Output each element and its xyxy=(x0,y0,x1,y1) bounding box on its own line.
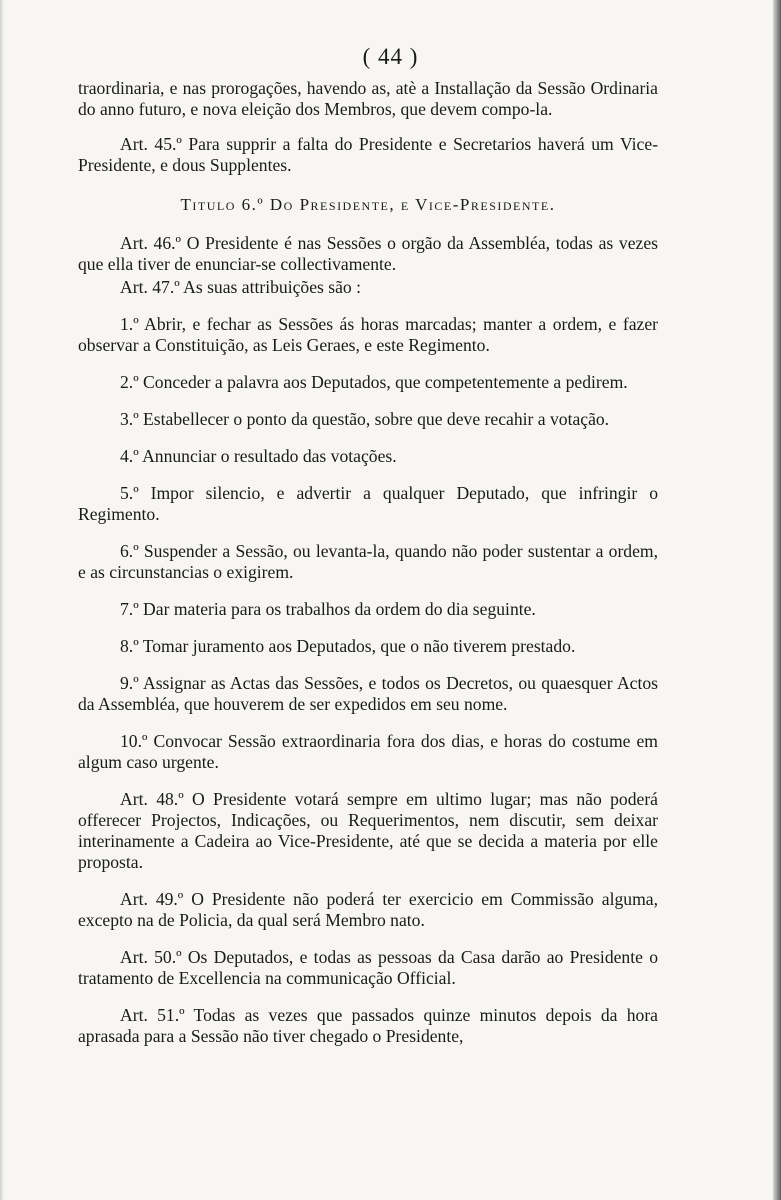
article-48: Art. 48.º O Presidente votará sempre em ultimo lugar; mas não poderá offerecer Projectos, Indicações, ou Requerimentos, nem discutir, sem deixar interinamente a Cadeira ao Vice-Presidente, até que se decida a materia por elle proposta. xyxy=(78,789,658,872)
list-item-7: 7.º Dar materia para os trabalhos da ordem do dia seguinte. xyxy=(120,599,536,619)
article-45: Art. 45.º Para supprir a falta do Presidente e Secretarios haverá um Vice-Presidente, e dous Supplentes. xyxy=(78,134,658,175)
list-item-3: 3.º Estabellecer o ponto da questão, sobre que deve recahir a votação. xyxy=(120,409,610,429)
section-title: Titulo 6.º Do Presidente, e Vice-Presidente. xyxy=(180,195,556,214)
list-item-2: 2.º Conceder a palavra aos Deputados, que competentemente a pedirem. xyxy=(120,372,628,392)
page-left-edge xyxy=(0,0,4,1200)
page-number: ( 44 ) xyxy=(362,44,419,69)
list-item-9: 9.º Assignar as Actas das Sessões, e todos os Decretos, ou quaesquer Actos da Assembléa, que houverem de ser expedidos em seu nome. xyxy=(78,673,658,714)
list-item-4: 4.º Annunciar o resultado das votações. xyxy=(120,446,397,466)
article-47: Art. 47.º As suas attribuições são : xyxy=(120,277,361,297)
list-item-8: 8.º Tomar juramento aos Deputados, que o não tiverem prestado. xyxy=(120,636,576,656)
document-body xyxy=(78,78,658,1047)
article-46: Art. 46.º O Presidente é nas Sessões o orgão da Assembléa, todas as vezes que ella tiver de enunciar-se collectivamente. xyxy=(78,233,658,274)
article-50: Art. 50.º Os Deputados, e todas as pessoas da Casa darão ao Presidente o tratamento de Excellencia na communicação Official. xyxy=(78,947,658,988)
list-item-10: 10.º Convocar Sessão extraordinaria fora dos dias, e horas do costume em algum caso urgente. xyxy=(78,731,658,772)
paragraph-continuation: traordinaria, e nas prorogações, havendo as, atè a Installação da Sessão Ordinaria do anno futuro, e nova eleição dos Membros, que devem compo-la. xyxy=(78,78,658,119)
page-right-edge xyxy=(773,0,781,1200)
article-51: Art. 51.º Todas as vezes que passados quinze minutos depois da hora aprasada para a Sessão não tiver chegado o Presidente, xyxy=(78,1005,658,1046)
list-item-1: 1.º Abrir, e fechar as Sessões ás horas marcadas; manter a ordem, e fazer observar a Constituição, as Leis Geraes, e este Regimento. xyxy=(78,314,658,355)
article-49: Art. 49.º O Presidente não poderá ter exercicio em Commissão alguma, excepto na de Policia, da qual será Membro nato. xyxy=(78,889,658,930)
list-item-5: 5.º Impor silencio, e advertir a qualquer Deputado, que infringir o Regimento. xyxy=(78,483,658,524)
list-item-6: 6.º Suspender a Sessão, ou levanta-la, quando não poder sustentar a ordem, e as circunstancias o exigirem. xyxy=(78,541,658,582)
